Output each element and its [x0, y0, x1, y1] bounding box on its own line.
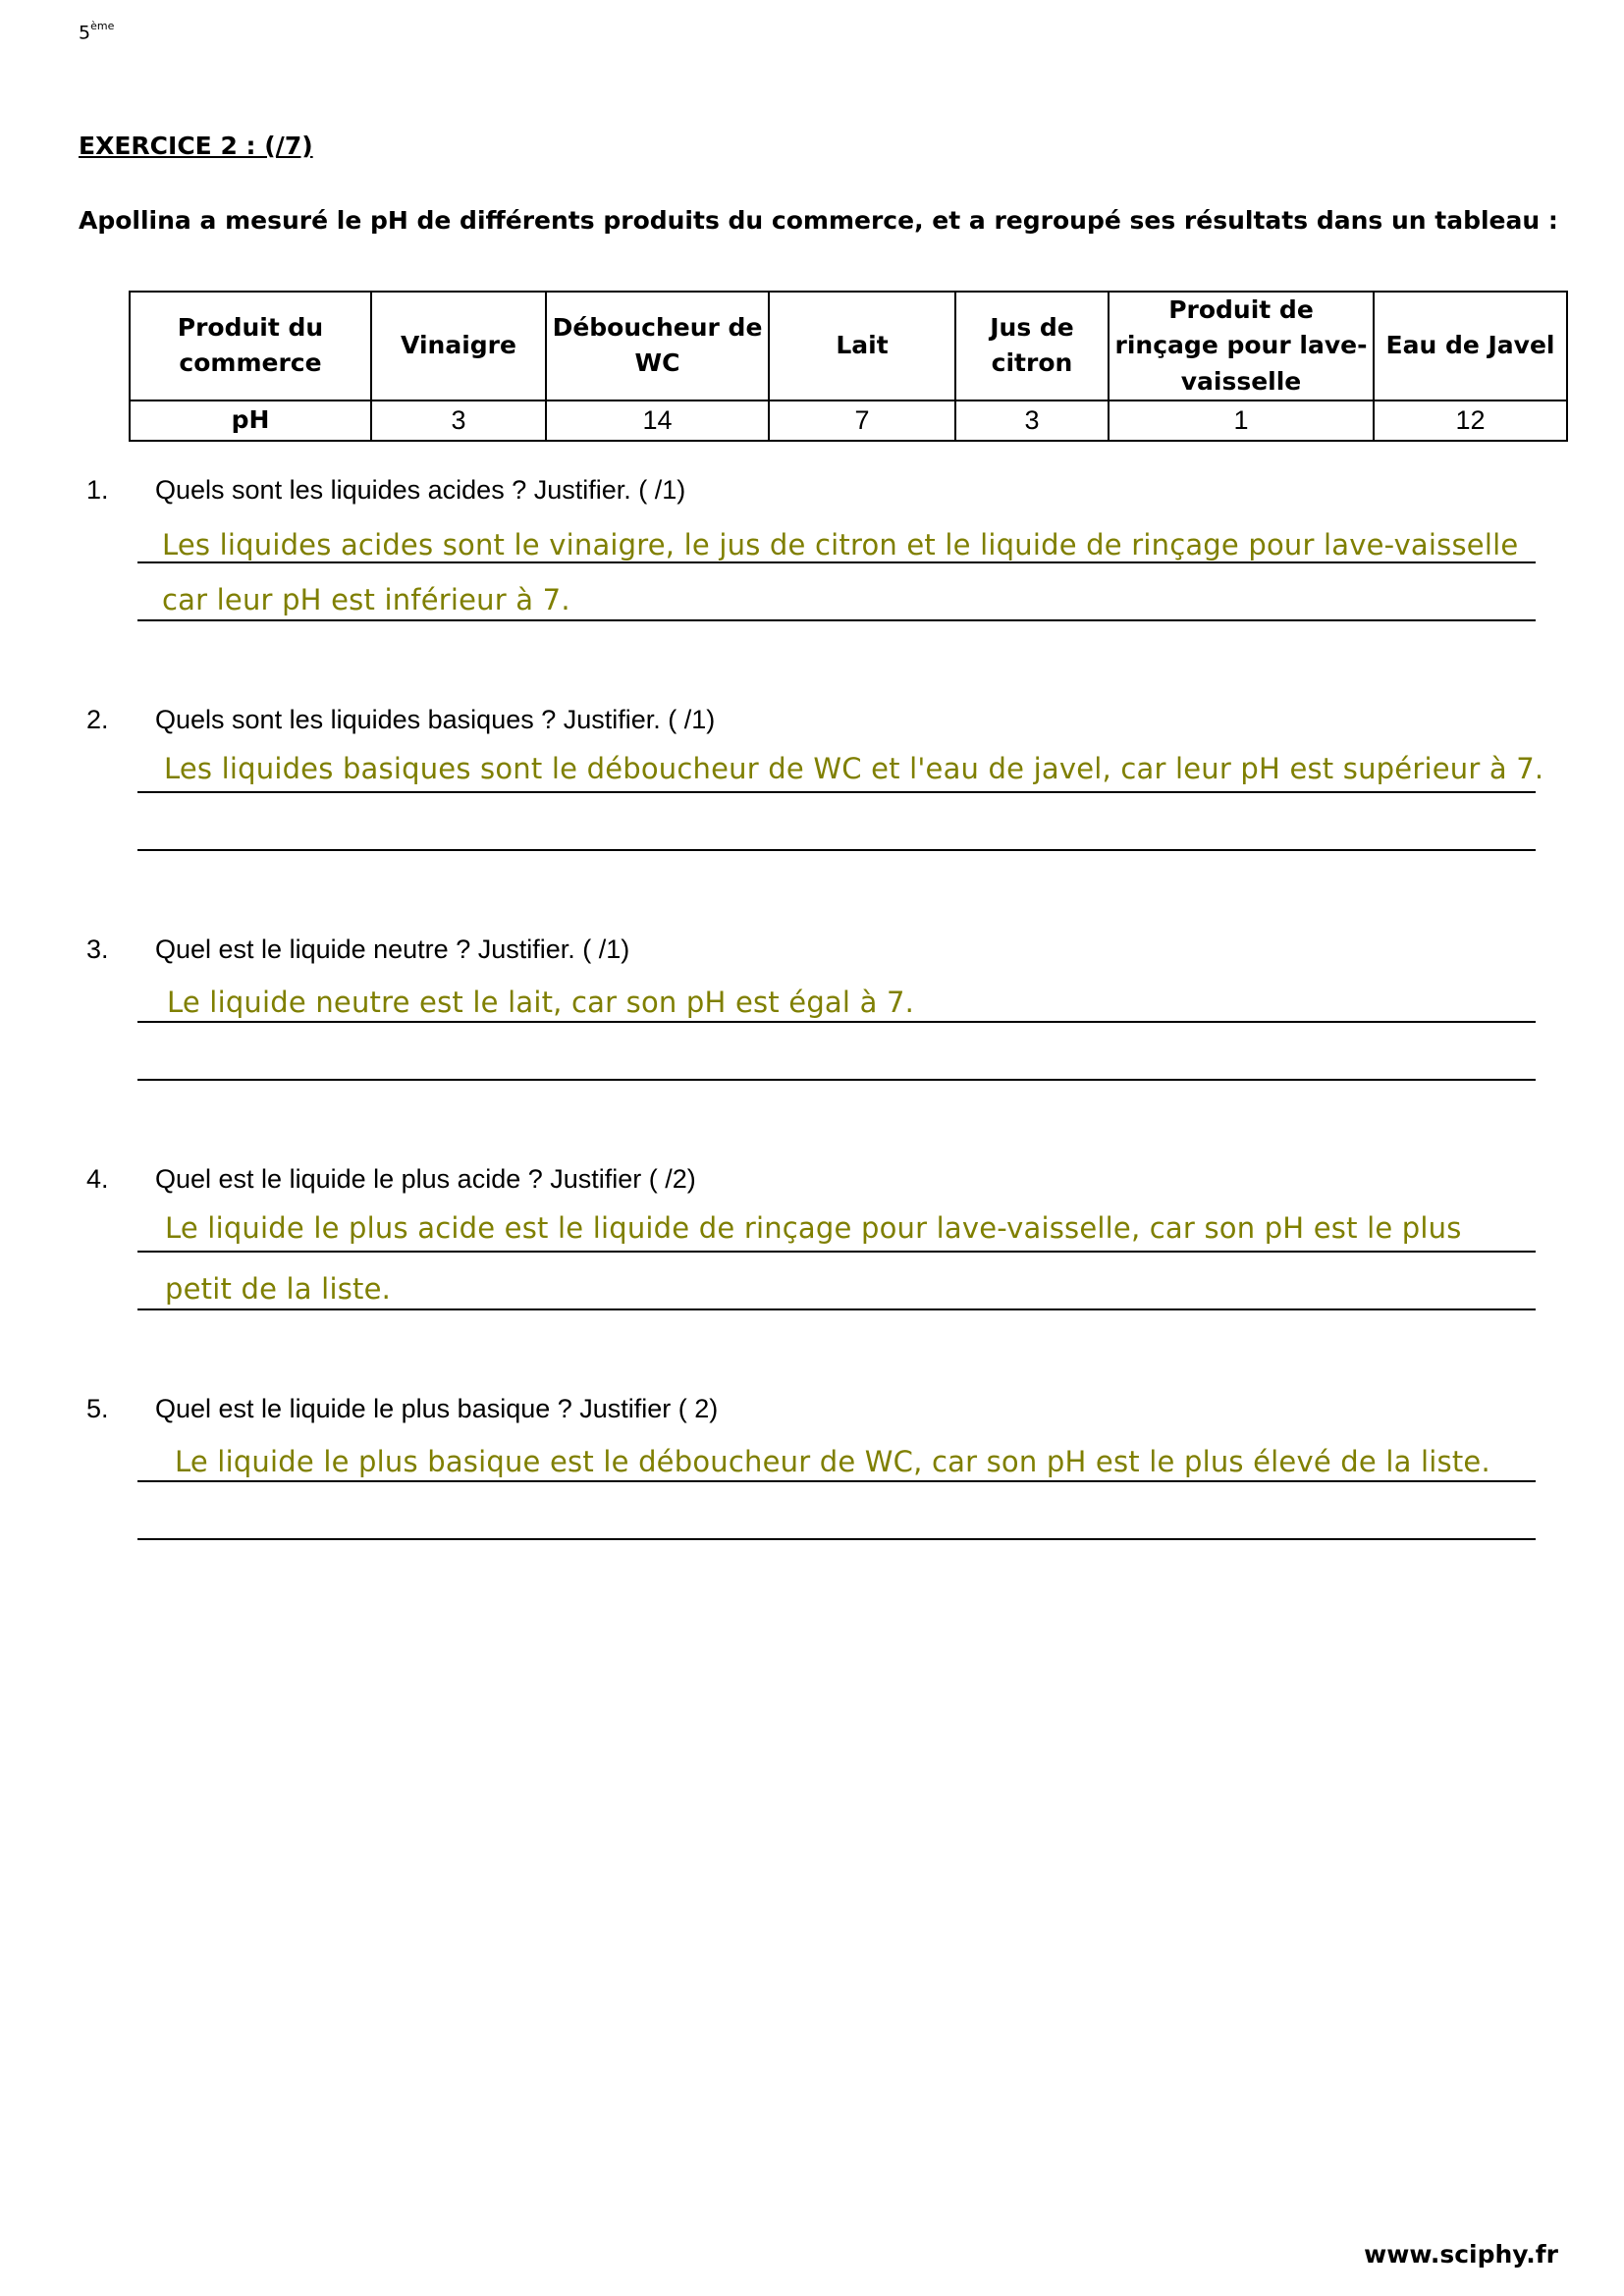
level-number: 5 — [79, 22, 91, 44]
ph-value: 3 — [371, 400, 546, 441]
answer-rule — [137, 1538, 1536, 1540]
answer-1-line-2: car leur pH est inférieur à 7. — [162, 583, 570, 616]
ph-value: 3 — [955, 400, 1109, 441]
product-deboucheur: Déboucheur de WC — [546, 292, 769, 400]
answer-3-line-1: Le liquide neutre est le lait, car son pH est égal à 7. — [167, 986, 915, 1019]
table-ph-row — [130, 400, 1567, 441]
question-3-text: Quel est le liquide neutre ? Justifier. ( /1) — [155, 934, 630, 964]
answer-5-line-1: Le liquide le plus basique est le déboucheur de WC, car son pH est le plus élevé de la liste. — [175, 1445, 1490, 1478]
table-header-row — [130, 292, 1567, 400]
question-4-text: Quel est le liquide le plus acide ? Justifier ( /2) — [155, 1164, 696, 1194]
answer-rule — [137, 1480, 1536, 1482]
product-lait: Lait — [769, 292, 955, 400]
product-vinaigre: Vinaigre — [371, 292, 546, 400]
answer-4-line-1: Le liquide le plus acide est le liquide de rinçage pour lave-vaisselle, car son pH est le plus — [165, 1211, 1462, 1245]
ph-value: 12 — [1374, 400, 1567, 441]
answer-1-line-1: Les liquides acides sont le vinaigre, le jus de citron et le liquide de rinçage pour lave-vaisselle — [162, 528, 1519, 561]
question-2-number: 2. — [86, 705, 109, 734]
table-row-header: Produit du commerce — [130, 292, 371, 400]
answer-2-line-1: Les liquides basiques sont le déboucheur de WC et l'eau de javel, car leur pH est supérieur à 7. — [164, 752, 1544, 785]
answer-rule — [137, 791, 1536, 793]
question-5-number: 5. — [86, 1394, 109, 1423]
question-3-number: 3. — [86, 934, 109, 964]
ph-value: 14 — [546, 400, 769, 441]
product-jus-citron: Jus de citron — [955, 292, 1109, 400]
question-5-text: Quel est le liquide le plus basique ? Justifier ( 2) — [155, 1394, 719, 1423]
level-suffix: ème — [90, 20, 115, 32]
question-1-text: Quels sont les liquides acides ? Justifier. ( /1) — [155, 475, 686, 505]
answer-4-line-2: petit de la liste. — [165, 1272, 392, 1306]
ph-label: pH — [130, 400, 371, 441]
product-rincage: Produit de rinçage pour lave-vaisselle — [1109, 292, 1374, 400]
answer-rule — [137, 849, 1536, 851]
ph-table — [129, 291, 1568, 442]
footer-website: www.sciphy.fr — [1364, 2240, 1558, 2269]
exercise-title: EXERCICE 2 : (/7) — [79, 132, 313, 160]
answer-rule — [137, 1251, 1536, 1253]
answer-rule — [137, 561, 1536, 563]
answer-rule — [137, 1308, 1536, 1310]
question-2-text: Quels sont les liquides basiques ? Justifier. ( /1) — [155, 705, 716, 734]
exercise-intro: Apollina a mesuré le pH de différents produits du commerce, et a regroupé ses résultats dans un tableau : — [79, 206, 1558, 235]
class-level — [79, 22, 114, 43]
question-1-number: 1. — [86, 475, 109, 505]
answer-rule — [137, 1079, 1536, 1081]
ph-value: 1 — [1109, 400, 1374, 441]
answer-rule — [137, 1021, 1536, 1023]
answer-rule — [137, 619, 1536, 621]
question-4-number: 4. — [86, 1164, 109, 1194]
product-eau-javel: Eau de Javel — [1374, 292, 1567, 400]
ph-value: 7 — [769, 400, 955, 441]
